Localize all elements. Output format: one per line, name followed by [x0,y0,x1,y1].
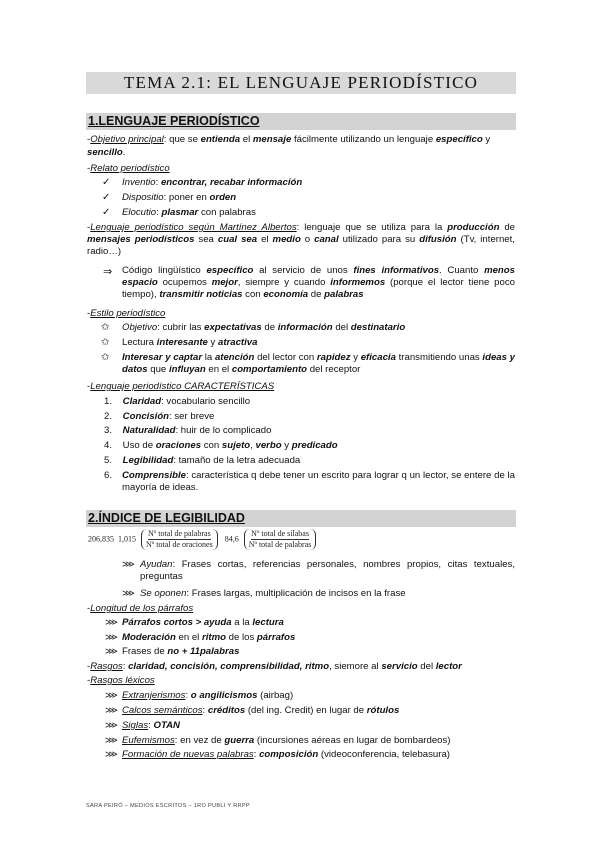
list-item: Ayudan: Frases cortas, referencias personales, nombres propios, citas textuales, preguntas [140,559,515,582]
text-line: -Objetivo principal: que se entienda el mensaje fácilmente utilizando un lenguaje específico y [87,134,491,145]
list-item: Objetivo: cubrir las expectativas de información del destinatario [122,322,406,333]
formula-fraction [244,529,317,550]
list-item: Se oponen: Frases largas, multiplicación de incisos en la frase [140,588,406,599]
list-item: 3. Naturalidad: huir de lo complicado [104,425,272,436]
list-item: Eufemismos: en vez de guerra (incursiones aéreas en lugar de bombardeos) [122,735,451,746]
list-item: 5. Legibilidad: tamaño de la letra adecuada [104,455,301,466]
section-heading-1 [86,113,516,130]
paragraph: -Lenguaje periodístico según Martínez Albertos: lenguaje que se utiliza para la producción de mensajes periodísticos sea cual sea el medio o canal utilizado para su difusión (Tv, internet, radio…) [87,222,516,257]
formula-numerator: Nº total de sílabas [251,529,309,538]
formula-constant: 206,835 [88,534,114,544]
list-item: Inventio: encontrar, recabar información [122,177,303,188]
triple-chevron-icon: ⋙ [105,749,118,759]
star-outline-icon: ✩ [101,352,110,363]
list-item: Interesar y captar la atención del lector con rapidez y eficacia transmitiendo unas ideas y datos que influyan en el comportamiento del receptor [122,352,515,375]
list-item: Calcos semánticos: créditos (del ing. Credit) en lugar de rótulos [122,705,400,716]
triple-chevron-icon: ⋙ [105,646,118,656]
list-item: Frases de no + 11palabras [122,646,240,657]
page-title: TEMA 2.1: EL LENGUAJE PERIODÍSTICO [123,73,479,92]
triple-chevron-icon: ⋙ [105,632,118,642]
list-item: 4. Uso de oraciones con sujeto, verbo y predicado [104,440,338,451]
check-icon: ✓ [102,192,111,203]
list-item: Lectura interesante y atractiva [122,337,258,348]
formula-fraction [141,529,218,550]
legibility-formula [88,529,319,550]
star-outline-icon: ✩ [101,322,110,333]
triple-chevron-icon: ⋙ [105,720,118,730]
list-item: Siglas: OTAN [122,720,180,731]
triple-chevron-icon: ⋙ [105,705,118,715]
text-line: -Rasgos léxicos [87,675,155,686]
triple-chevron-icon: ⋙ [105,690,118,700]
section-heading-2-text: 2.ÍNDICE DE LEGIBILIDAD [88,511,245,525]
check-icon: ✓ [102,207,111,218]
formula-denominator: Nº total de palabras [248,540,312,549]
triple-chevron-icon: ⋙ [105,617,118,627]
text-line: -Lenguaje periodístico CARACTERÍSTICAS [87,381,275,392]
text-line: -Relato periodístico [87,163,170,174]
list-item: Formación de nuevas palabras: composición (videoconferencia, telebasura) [122,749,450,760]
star-outline-icon: ✩ [101,337,110,348]
list-item: Dispositio: poner en orden [122,192,237,203]
list-item: 6. [104,470,113,481]
formula-constant: 1,015 [118,534,136,544]
formula-numerator: Nº total de palabras [148,529,211,538]
triple-chevron-icon: ⋙ [105,735,118,745]
section-heading-2 [86,510,516,527]
triple-chevron-icon: ⋙ [122,559,135,569]
list-item: Elocutio: plasmar con palabras [122,207,256,218]
list-item: Moderación en el ritmo de los párrafos [122,632,296,643]
double-arrow-icon: ⇒ [103,266,113,278]
list-item: 2. Concisión: ser breve [104,411,215,422]
check-icon: ✓ [102,177,111,188]
paragraph: Código lingüístico específico al servicio de unos fines informativos. Cuanto menos espacio ocupemos mejor, siempre y cuando informemos (porque el lector tiene poco tiempo), transmitir noticias con economía de palabras [122,265,515,300]
text-line: -Rasgos: claridad, concisión, comprensibilidad, ritmo, siemore al servicio del lector [87,661,462,672]
text-line: -Longitud de los párrafos [87,603,194,614]
list-item: Extranjerismos: o angilicismos (airbag) [122,690,294,701]
triple-chevron-icon: ⋙ [122,588,135,598]
text-line: -Estilo periodístico [87,308,166,319]
formula-denominator: Nº total de oraciones [146,540,213,549]
formula-constant: 84,6 [224,534,239,544]
list-item: Párrafos cortos > ayuda a la lectura [122,617,284,628]
text-line: sencillo. [87,147,126,158]
list-item: Comprensible: característica q debe tener un escrito para lograr q un lector, se entere de la mayoría de ideas. [122,470,515,493]
list-item: 1. Claridad: vocabulario sencillo [104,396,251,407]
section-heading-1-text: 1.LENGUAJE PERIODÍSTICO [88,114,260,128]
page-footer: SARA PEIRÓ – MEDIOS ESCRITOS – 1RO PUBLI Y RRPP [86,803,250,809]
title-bar [86,72,516,94]
